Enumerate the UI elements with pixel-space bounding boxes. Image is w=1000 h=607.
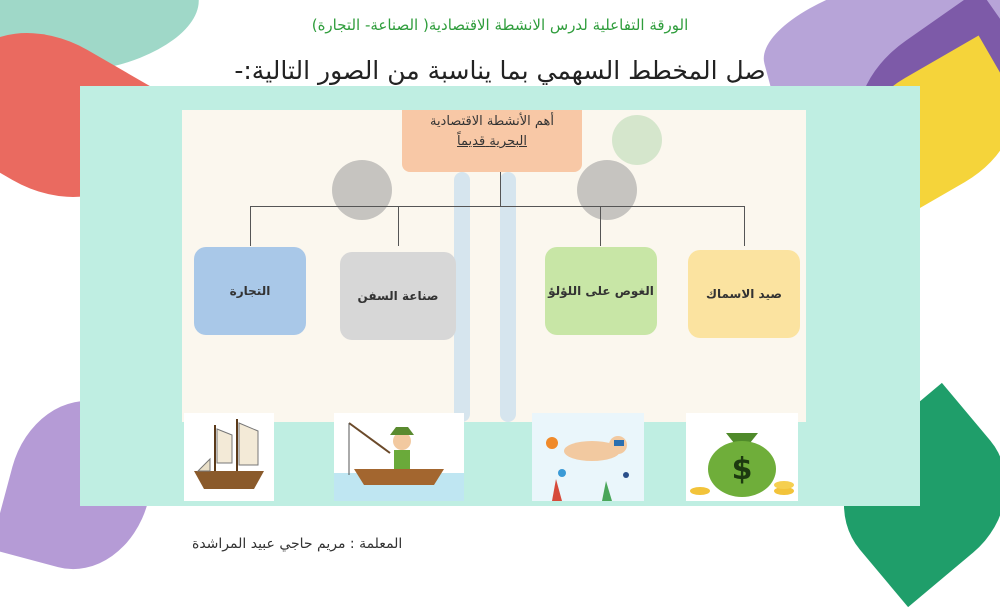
root-box xyxy=(402,110,582,172)
box-pearl-diving: الغوص على اللؤلؤ xyxy=(545,247,657,335)
arrow-diagram xyxy=(182,110,806,422)
teacher-name: المعلمة : مريم حاجي عبيد المراشدة xyxy=(192,536,403,552)
box-shipbuilding: صناعة السفن xyxy=(340,252,456,340)
decor-column xyxy=(500,172,516,422)
decor-column xyxy=(454,172,470,422)
decor-blob xyxy=(577,160,637,220)
connector-horizontal xyxy=(250,206,744,207)
money-bag-icon xyxy=(686,413,798,501)
connector-4 xyxy=(744,206,745,246)
decor-blob xyxy=(332,160,392,220)
root-line-2-underlined: البحرية xyxy=(489,134,527,149)
root-line-2-rest: قديماً xyxy=(457,134,486,149)
ship-icon xyxy=(184,413,274,501)
decor-blob xyxy=(612,115,662,165)
ship-image[interactable] xyxy=(184,413,274,501)
worksheet-header: الورقة التفاعلية لدرس الانشطة الاقتصادية( الصناعة- التجارة) xyxy=(311,16,689,34)
root-line-1: أهم الأنشطة الاقتصادية xyxy=(429,114,555,129)
fisherman-image[interactable] xyxy=(334,413,464,501)
money-image[interactable] xyxy=(686,413,798,501)
connector-1 xyxy=(250,206,251,246)
connector-3 xyxy=(600,206,601,246)
connector-2 xyxy=(398,206,399,246)
pearl-diver-icon xyxy=(532,413,644,501)
money-symbol: $ xyxy=(731,452,753,487)
box-trade: التجارة xyxy=(194,247,306,335)
fisherman-in-boat-icon xyxy=(334,413,464,501)
diver-image[interactable] xyxy=(532,413,644,501)
box-fishing: صيد الاسماك xyxy=(688,250,800,338)
connector-root xyxy=(500,172,501,206)
instruction-title: صل المخطط السهمي بما يناسبة من الصور التالية:- xyxy=(234,56,766,85)
